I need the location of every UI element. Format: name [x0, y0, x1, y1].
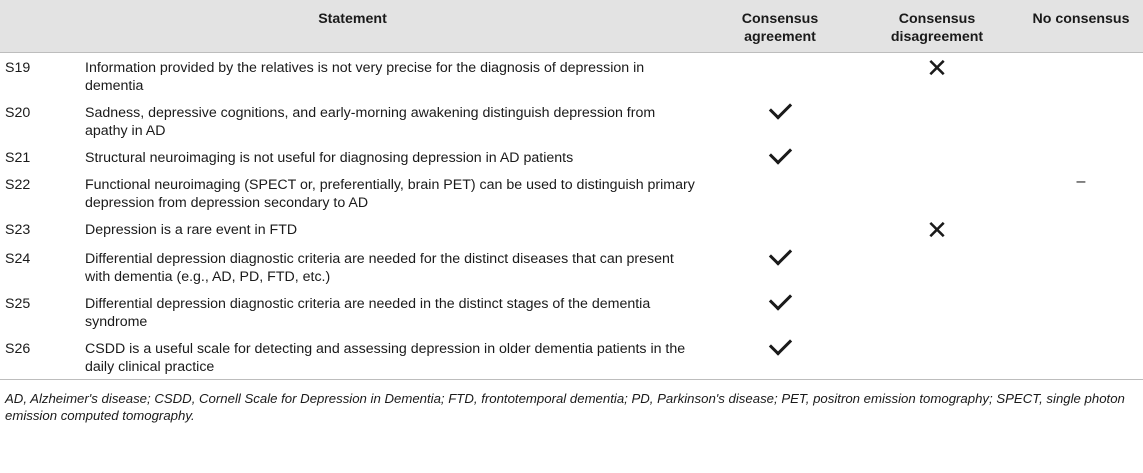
- agreement-cell: [705, 334, 855, 379]
- row-statement: Differential depression diagnostic criteria are needed in the distinct stages of the dementia syndrome: [85, 295, 651, 330]
- agreement-cell: [705, 170, 855, 215]
- agreement-cell: [705, 215, 855, 244]
- row-id: S21: [5, 149, 31, 166]
- no-consensus-cell: [1019, 98, 1143, 143]
- check-icon: [768, 242, 791, 265]
- table-row: [0, 334, 1143, 379]
- no-consensus-cell: [1019, 52, 1143, 98]
- agreement-cell: [705, 289, 855, 334]
- table-row: [0, 52, 1143, 98]
- no-consensus-cell: [1019, 244, 1143, 289]
- no-consensus-dash: –: [1076, 172, 1086, 190]
- disagreement-cell: [855, 98, 1019, 143]
- no-consensus-cell: [1019, 289, 1143, 334]
- table-row: [0, 143, 1143, 170]
- disagreement-cell: [855, 52, 1019, 98]
- header-consensus-disagreement: Consensus disagreement: [855, 0, 1019, 52]
- row-id: S22: [5, 176, 31, 193]
- row-statement: Depression is a rare event in FTD: [85, 221, 298, 238]
- disagreement-cell: [855, 215, 1019, 244]
- row-statement: Differential depression diagnostic criteria are needed for the distinct diseases that can present with dementia (e.g., AD, PD, FTD, etc.): [85, 250, 674, 285]
- row-id: S20: [5, 104, 31, 121]
- header-no-consensus: No consensus: [1019, 0, 1143, 52]
- table-row: [0, 215, 1143, 244]
- check-icon: [768, 141, 791, 164]
- table-header: [0, 0, 1143, 52]
- table-row: [0, 244, 1143, 289]
- cross-icon: ✕: [926, 214, 948, 245]
- row-statement: Structural neuroimaging is not useful for diagnosing depression in AD patients: [85, 149, 574, 166]
- no-consensus-cell: [1019, 215, 1143, 244]
- table-row: [0, 98, 1143, 143]
- agreement-cell: [705, 244, 855, 289]
- row-id: S23: [5, 221, 31, 238]
- row-id: S25: [5, 295, 31, 312]
- no-consensus-cell: [1019, 143, 1143, 170]
- table-row: [0, 289, 1143, 334]
- row-statement: CSDD is a useful scale for detecting and assessing depression in older dementia patients in the daily clinical practice: [85, 340, 686, 375]
- disagreement-cell: [855, 334, 1019, 379]
- check-icon: [768, 96, 791, 119]
- check-icon: [768, 332, 791, 355]
- row-statement: Sadness, depressive cognitions, and early-morning awakening distinguish depression from apathy in AD: [85, 104, 656, 139]
- no-consensus-cell: [1019, 170, 1143, 215]
- table-row: [0, 170, 1143, 215]
- header-statement: Statement: [0, 0, 705, 52]
- cross-icon: ✕: [926, 52, 948, 83]
- disagreement-cell: [855, 170, 1019, 215]
- table-footnote: AD, Alzheimer's disease; CSDD, Cornell Scale for Depression in Dementia; FTD, frontotemporal dementia; PD, Parkinson's disease; PET, positron emission tomography; SPECT, single photon emission computed tomography.: [5, 390, 1125, 423]
- agreement-cell: [705, 98, 855, 143]
- row-id: S19: [5, 59, 31, 76]
- row-id: S26: [5, 340, 31, 357]
- agreement-cell: [705, 143, 855, 170]
- disagreement-cell: [855, 244, 1019, 289]
- table-body: [0, 52, 1143, 379]
- header-consensus-agreement: Consensus agreement: [705, 0, 855, 52]
- check-icon: [768, 287, 791, 310]
- agreement-cell: [705, 52, 855, 98]
- row-id: S24: [5, 250, 31, 267]
- disagreement-cell: [855, 289, 1019, 334]
- no-consensus-cell: [1019, 334, 1143, 379]
- row-statement: Information provided by the relatives is not very precise for the diagnosis of depression in dementia: [85, 59, 645, 94]
- row-statement: Functional neuroimaging (SPECT or, preferentially, brain PET) can be used to distinguish primary depression from depression secondary to AD: [85, 176, 695, 211]
- disagreement-cell: [855, 143, 1019, 170]
